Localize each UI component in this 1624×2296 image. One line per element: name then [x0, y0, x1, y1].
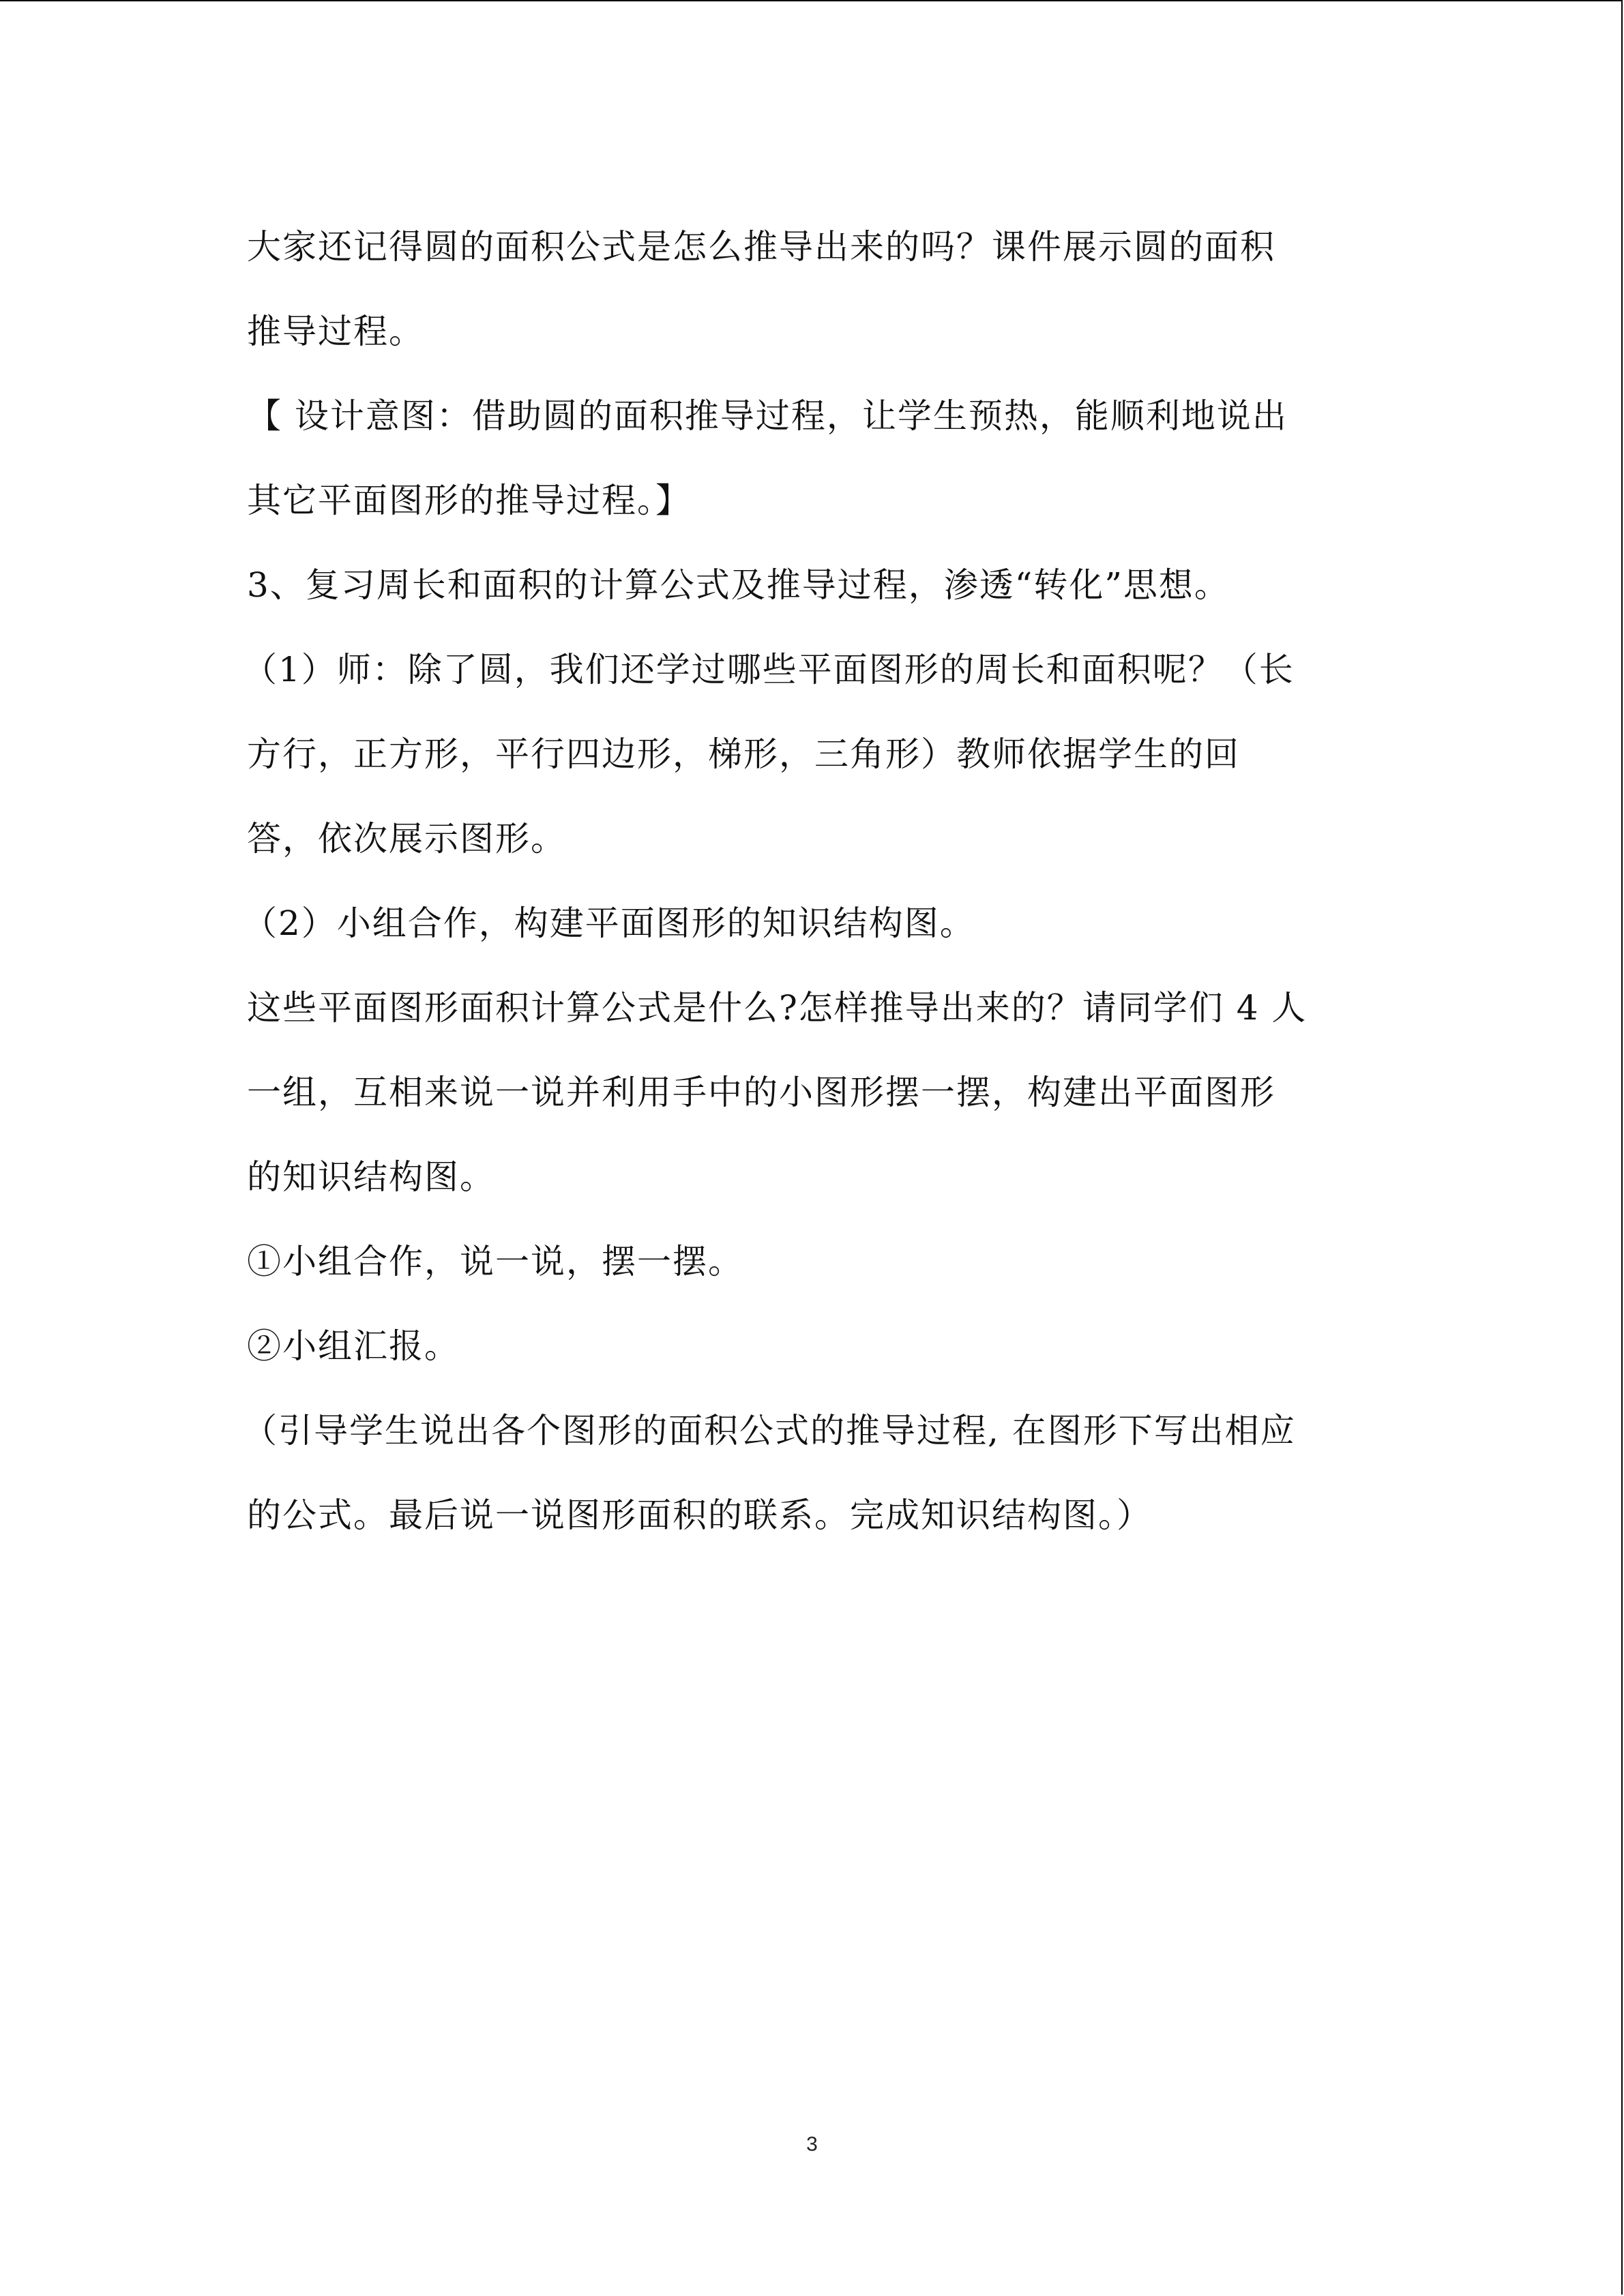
- paragraph-line: （2）小组合作，构建平面图形的知识结构图。: [243, 904, 975, 943]
- paragraph-line: 这些平面图形面积计算公式是什么?怎样推导出来的？请同学们 4 人: [247, 988, 1308, 1028]
- section-heading: 3、复习周长和面积的计算公式及推导过程，渗透“转化”思想。: [247, 565, 1230, 605]
- paragraph-line: 的知识结构图。: [247, 1157, 495, 1197]
- design-intent-line: 其它平面图形的推导过程。】: [247, 481, 691, 520]
- paragraph-line: 方行，正方形，平行四边形，梯形，三角形）教师依据学生的回: [247, 734, 1240, 774]
- paragraph-line: 推导过程。: [247, 312, 424, 351]
- paragraph-line: （1）师：除了圆，我们还学过哪些平面图形的周长和面积呢？（长: [243, 650, 1295, 689]
- paragraph-line: （引导学生说出各个图形的面积公式的推导过程, 在图形下写出相应: [243, 1411, 1296, 1450]
- document-body: [243, 205, 1400, 1557]
- paragraph-line: 答，依次展示图形。: [247, 819, 566, 859]
- paragraph-line: 大家还记得圆的面积公式是怎么推导出来的吗？课件展示圆的面积: [247, 227, 1275, 267]
- paragraph-line: 一组，互相来说一说并利用手中的小图形摆一摆，构建出平面图形: [247, 1073, 1275, 1112]
- list-item: ②小组汇报。: [247, 1326, 460, 1366]
- design-intent-line: 【 设计意图：借助圆的面积推导过程，让学生预热，能顺利地说出: [247, 396, 1288, 436]
- paragraph-line: 的公式。最后说一说图形面积的联系。完成知识结构图。）: [247, 1495, 1152, 1535]
- list-item: ①小组合作，说一说，摆一摆。: [247, 1242, 743, 1281]
- page-number: 3: [806, 2133, 818, 2156]
